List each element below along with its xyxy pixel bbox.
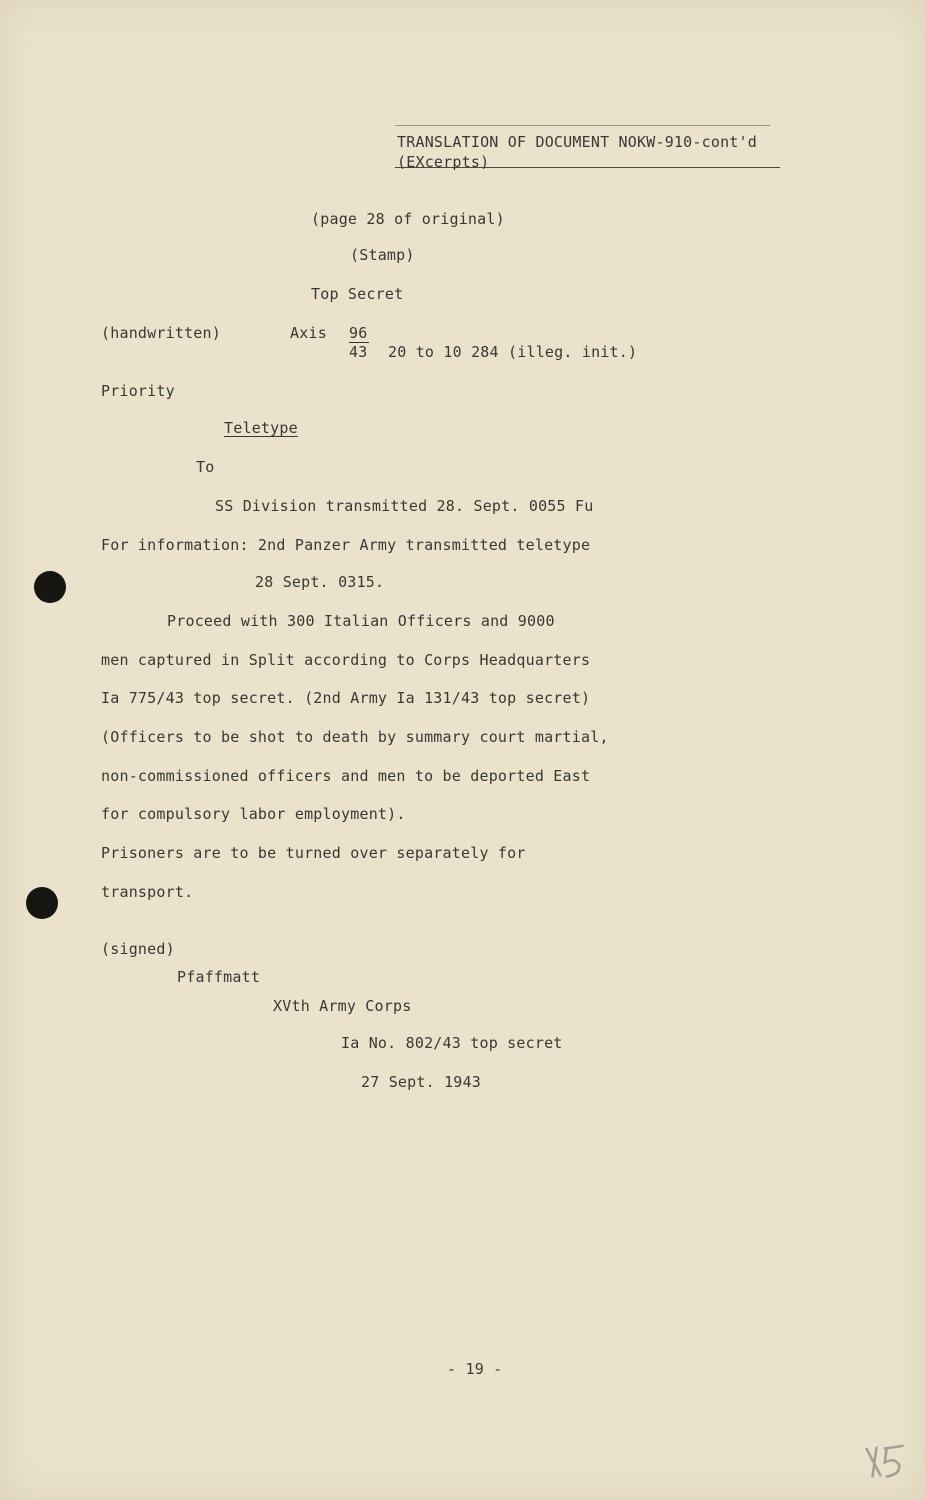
body-line-8: transport.: [101, 883, 194, 901]
axis-numerator: 96: [349, 324, 368, 342]
signature-date: 27 Sept. 1943: [361, 1073, 481, 1091]
header-top-rule: [395, 125, 770, 126]
axis-denominator: 43: [349, 343, 368, 361]
transmission-date: 28 Sept. 0315.: [255, 573, 385, 591]
page-number: - 19 -: [447, 1360, 503, 1378]
handwritten-margin-mark: [862, 1437, 916, 1492]
punch-hole-lower: [26, 887, 58, 919]
signed-label: (signed): [101, 940, 175, 958]
stamp-label: (Stamp): [350, 246, 415, 264]
body-line-3: Ia 775/43 top secret. (2nd Army Ia 131/43 top secret): [101, 689, 591, 707]
recipient-line: SS Division transmitted 28. Sept. 0055 Fu: [215, 497, 594, 515]
page-reference: (page 28 of original): [311, 210, 505, 228]
signer-name: Pfaffmatt: [177, 968, 261, 986]
body-line-2: men captured in Split according to Corps Headquarters: [101, 651, 591, 669]
body-line-5: non-commissioned officers and men to be deported East: [101, 767, 591, 785]
priority-label: Priority: [101, 382, 175, 400]
header-underline: [395, 167, 780, 168]
header-title: TRANSLATION OF DOCUMENT NOKW-910-cont'd: [397, 133, 757, 151]
to-label: To: [196, 458, 215, 476]
header-subtitle: (EXcerpts): [397, 153, 490, 171]
handwritten-label: (handwritten): [101, 324, 221, 342]
body-line-7: Prisoners are to be turned over separately for: [101, 844, 526, 862]
body-line-4: (Officers to be shot to death by summary court martial,: [101, 728, 609, 746]
punch-hole-upper: [34, 571, 66, 603]
classification-label: Top Secret: [311, 285, 404, 303]
axis-label: Axis: [290, 324, 327, 342]
signer-unit: XVth Army Corps: [273, 997, 412, 1015]
body-line-6: for compulsory labor employment).: [101, 805, 406, 823]
teletype-label: Teletype: [224, 419, 298, 437]
information-line: For information: 2nd Panzer Army transmitted teletype: [101, 536, 591, 554]
axis-reference: 20 to 10 284 (illeg. init.): [388, 343, 638, 361]
body-line-1: Proceed with 300 Italian Officers and 9000: [167, 612, 555, 630]
reference-number: Ia No. 802/43 top secret: [341, 1034, 563, 1052]
